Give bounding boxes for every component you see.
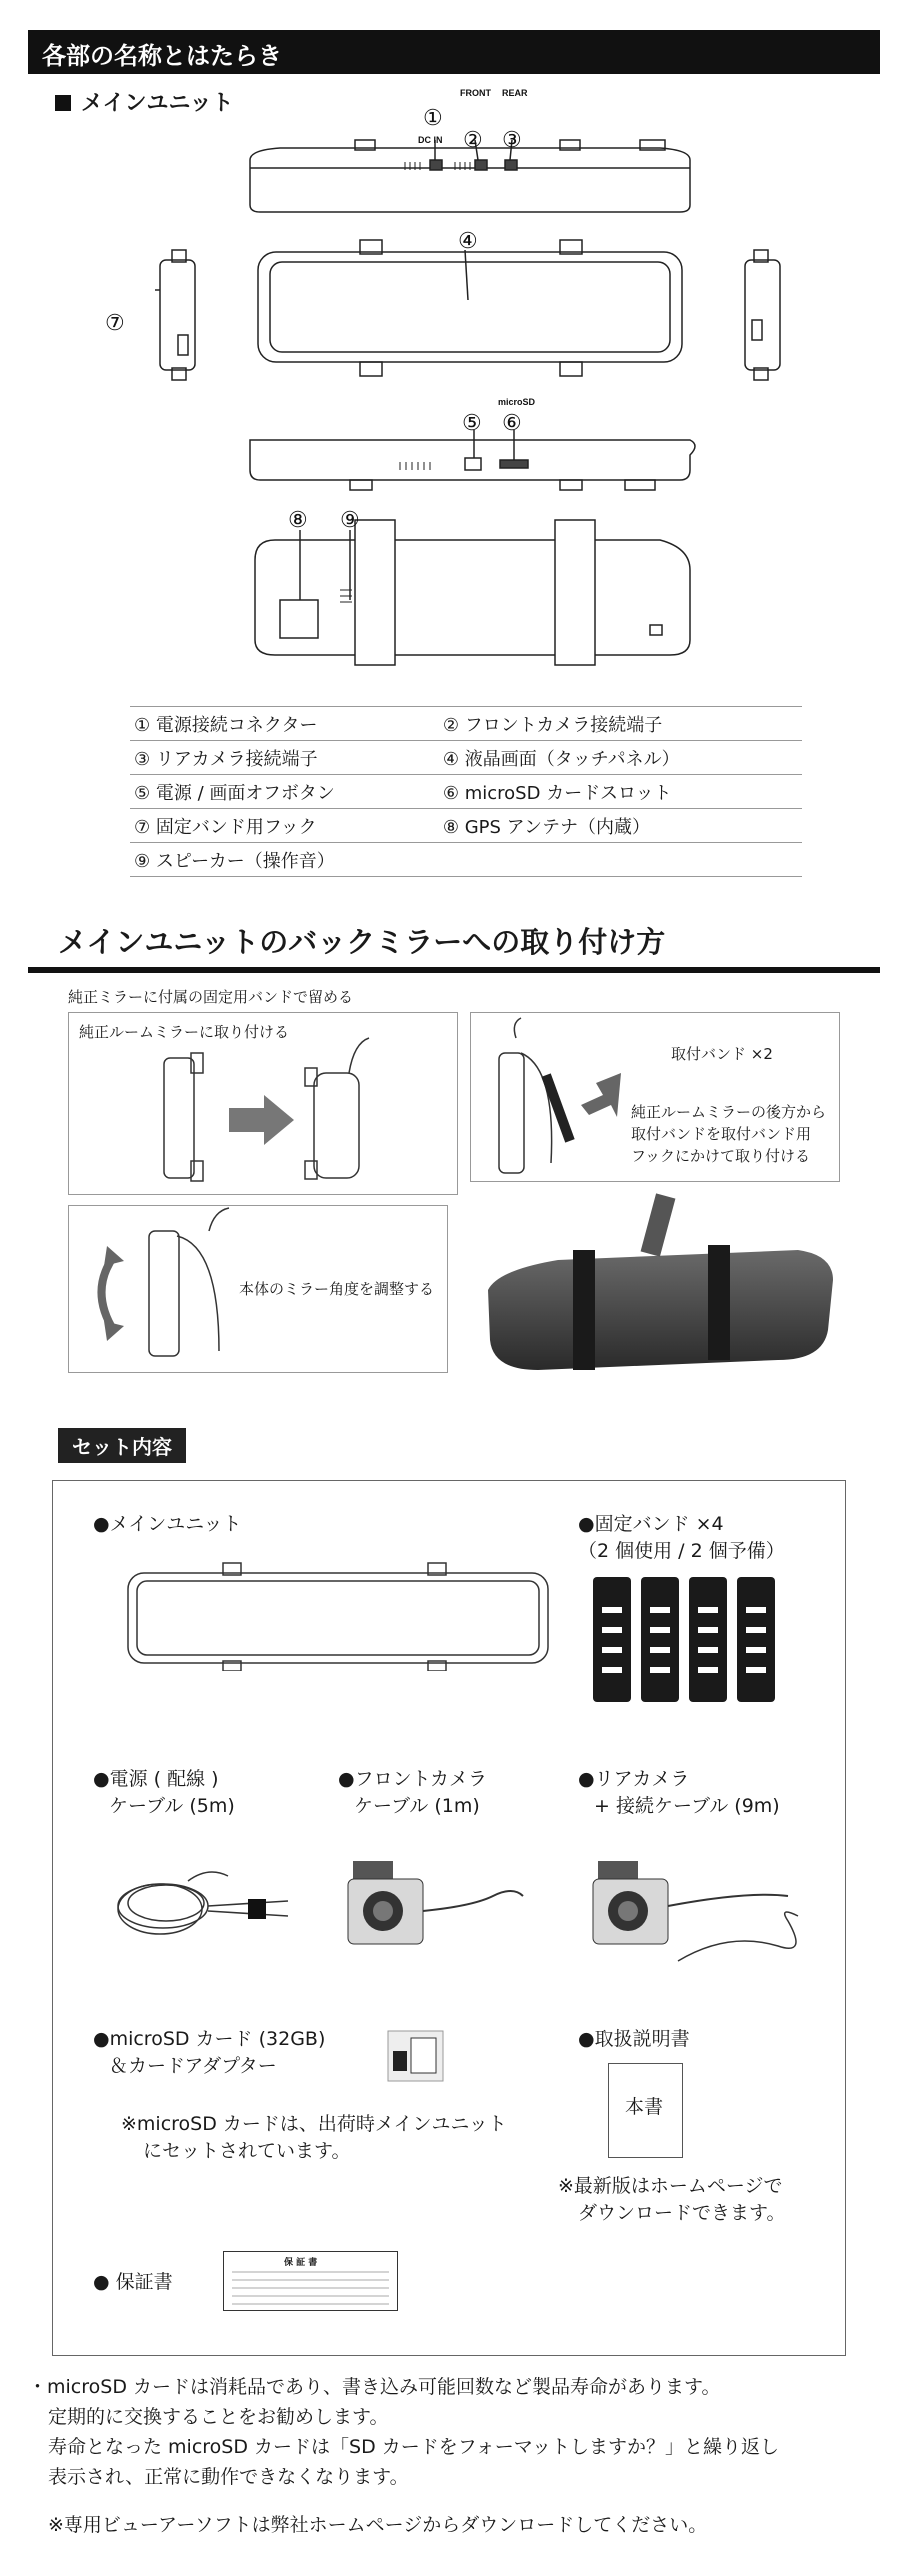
callout-9: ⑨ — [340, 507, 360, 532]
item-rear-camera: ●リアカメラ + 接続ケーブル (9m) — [578, 1768, 780, 1817]
manual-image — [608, 2063, 683, 2158]
main-unit-heading: メインユニット — [55, 86, 234, 117]
table-row: ③ リアカメラ接続端子 ④ 液晶画面（タッチパネル） — [130, 741, 802, 775]
step2-text: 純正ルームミラーの後方から 取付バンドを取付バンド用 フックにかけて取り付ける — [631, 1103, 827, 1165]
table-row: ⑨ スピーカー（操作音） — [130, 843, 802, 877]
parts-table — [130, 706, 802, 877]
step1-illustration — [69, 1013, 459, 1196]
item-bands: ●固定バンド ×4 （2 個使用 / 2 個予備） — [578, 1513, 785, 1562]
arrow-icon — [581, 1073, 621, 1117]
sd-card-image — [383, 2026, 453, 2086]
set-contents-box — [52, 1480, 846, 2356]
mounting-title: メインユニットのバックミラーへの取り付け方 — [58, 925, 666, 959]
table-row: ⑤ 電源 / 画面オフボタン ⑥ microSD カードスロット — [130, 775, 802, 809]
section-header: 各部の名称とはたらき — [28, 30, 880, 74]
front-camera-image — [343, 1851, 543, 1961]
callout-1: ① — [423, 105, 443, 130]
mounting-subtitle: 純正ミラーに付属の固定用バンドで留める — [68, 988, 354, 1006]
main-unit-image — [123, 1561, 553, 1671]
warranty-image — [223, 2251, 398, 2311]
table-row: ⑦ 固定バンド用フック ⑧ GPS アンテナ（内蔵） — [130, 809, 802, 843]
callout-3: ③ — [502, 127, 522, 152]
callout-2: ② — [463, 127, 483, 152]
label-dc-in: DC IN — [418, 135, 443, 145]
item-warranty: ● 保証書 — [93, 2271, 173, 2293]
power-cable-image — [108, 1861, 308, 1941]
sd-note: ※microSD カードは、出荷時メインユニット にセットされています。 — [121, 2113, 507, 2162]
callout-6: ⑥ — [502, 410, 522, 435]
table-row: ① 電源接続コネクター ② フロントカメラ接続端子 — [130, 707, 802, 741]
callout-4: ④ — [458, 228, 478, 253]
step1-panel — [68, 1012, 458, 1195]
item-main-unit: ●メインユニット — [93, 1513, 242, 1535]
arrow-right-icon — [229, 1095, 294, 1145]
item-power-cable: ●電源 ( 配線 ) ケーブル (5m) — [93, 1768, 235, 1817]
item-front-camera: ●フロントカメラ ケーブル (1m) — [338, 1768, 488, 1817]
mounted-mirror-photo — [478, 1190, 840, 1390]
callout-5: ⑤ — [462, 410, 482, 435]
label-rear: REAR — [502, 88, 528, 98]
step3-label: 本体のミラー角度を調整する — [239, 1280, 435, 1298]
step2-panel — [470, 1012, 840, 1182]
notes-block: ・microSD カードは消耗品であり、書き込み可能回数など製品寿命があります。 定期的に交換することをお勧めします。 寿命となった microSD カードは「SD カードをフォーマットしますか？」と繰り返し 表示され、正常に動作できなくなります。 — [28, 2376, 780, 2488]
main-unit-diagrams — [0, 0, 899, 700]
rear-camera-image — [588, 1851, 828, 1981]
item-sd-card: ●microSD カード (32GB) ＆カードアダプター — [93, 2028, 326, 2077]
manual-book-label: 本書 — [625, 2096, 664, 2118]
manual-note: ※最新版はホームページで ダウンロードできます。 — [558, 2175, 786, 2224]
viewer-note: ※専用ビューアーソフトは弊社ホームページからダウンロードしてください。 — [48, 2514, 708, 2536]
callout-8: ⑧ — [288, 507, 308, 532]
item-manual: ●取扱説明書 — [578, 2028, 690, 2050]
step1-label: 純正ルームミラーに取り付ける — [79, 1023, 290, 1041]
label-front: FRONT — [460, 88, 491, 98]
bands-image — [588, 1577, 788, 1707]
divider — [28, 967, 880, 973]
warranty-title: 保 証 書 — [284, 2258, 318, 2268]
band-label: 取付バンド ×2 — [671, 1045, 773, 1063]
callout-7: ⑦ — [105, 310, 125, 335]
label-microsd: microSD — [498, 397, 536, 407]
step3-panel — [68, 1205, 448, 1373]
set-contents-title: セット内容 — [58, 1428, 186, 1463]
